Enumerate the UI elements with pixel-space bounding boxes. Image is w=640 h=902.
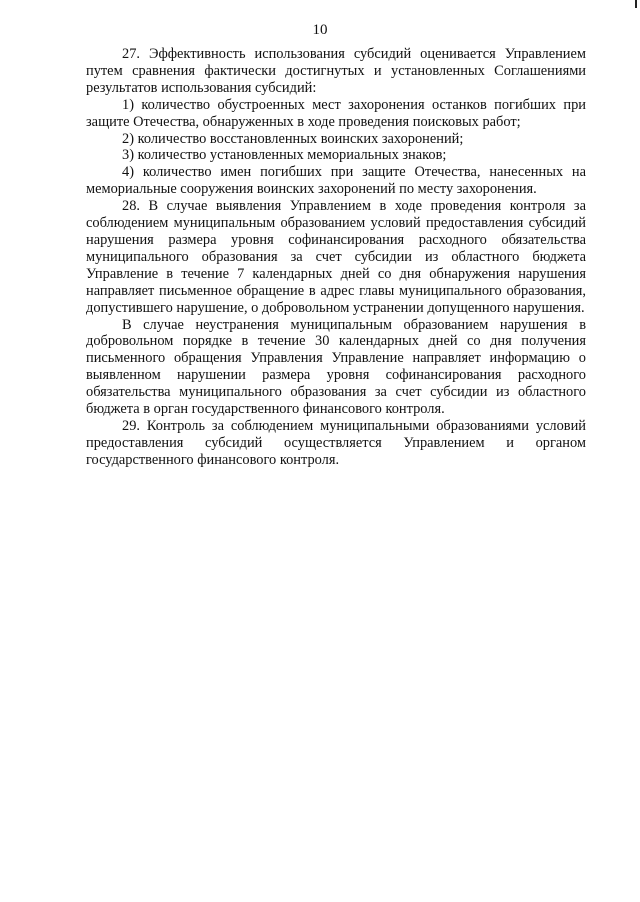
document-body bbox=[86, 46, 586, 469]
paragraph-28: 28. В случае выявления Управлением в ходе проведения контроля за соблюдением муниципальным образованием условий предоставления субсидий нарушения размера уровня софинансирования расходного обязательства муниципального образования за счет субсидии из областного бюджета Управление в течение 7 календарных дней со дня обнаружения нарушения направляет письменное обращение в адрес главы муниципального образования, допустившего нарушение, о добровольном устранении допущенного нарушения. bbox=[86, 198, 586, 316]
list-item-2: 2) количество восстановленных воинских захоронений; bbox=[122, 130, 464, 147]
list-item-1: 1) количество обустроенных мест захоронения останков погибших при защите Отечества, обнаруженных в ходе проведения поисковых работ; bbox=[86, 96, 586, 130]
paragraph-29: 29. Контроль за соблюдением муниципальными образованиями условий предоставления субсидий осуществляется Управлением и органом государственного финансового контроля. bbox=[86, 417, 586, 468]
list-item-3: 3) количество установленных мемориальных знаков; bbox=[122, 147, 447, 164]
paragraph-28-continued: В случае неустранения муниципальным образованием нарушения в добровольном порядке в течение 30 календарных дней со дня получения письменного обращения Управления Управление направляет информацию о выявленном нарушении размера уровня софинансирования расходного обязательства муниципального образования за счет субсидии из областного бюджета в орган государственного финансового контроля. bbox=[86, 316, 586, 418]
list-item-4: 4) количество имен погибших при защите Отечества, нанесенных на мемориальные сооружения воинских захоронений по месту захоронения. bbox=[86, 164, 586, 198]
scan-edge-mark bbox=[635, 0, 637, 8]
paragraph-27: 27. Эффективность использования субсидий оценивается Управлением путем сравнения фактически достигнутых и установленных Соглашениями результатов использования субсидий: bbox=[86, 46, 586, 96]
page-number: 10 bbox=[312, 22, 328, 38]
